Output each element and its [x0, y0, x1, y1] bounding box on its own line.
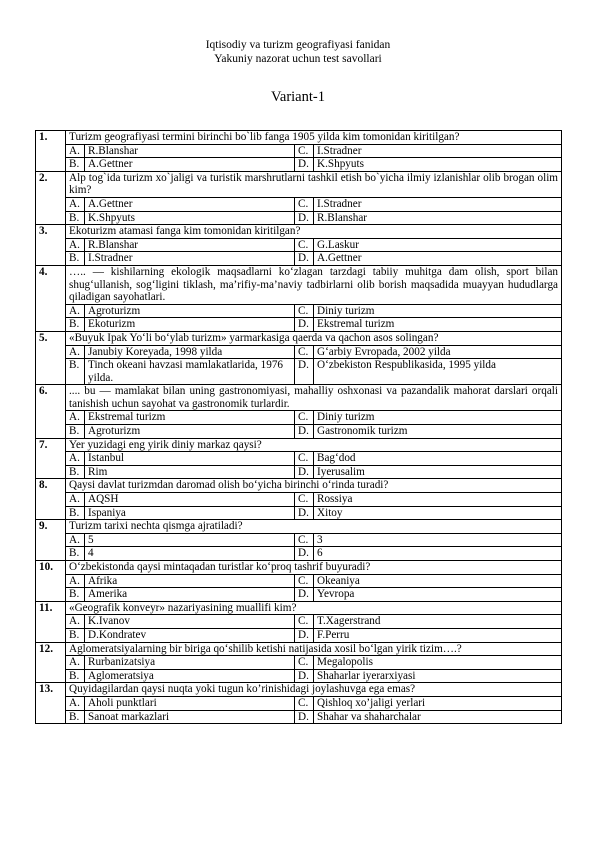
question-text: ….. — kishilarning ekologik maqsadlarni ko‘zlagan tarzdagi tabiiy muhitga dam olish, sport bilan shug‘ullanish, sog‘ligini tiklash, ma’rifiy-ma’naviy tadbirlarni olib borish maqsadida muayyan hududlarga qiladigan sayohatlari. — [66, 265, 562, 304]
option-row — [36, 588, 562, 602]
option-row — [36, 465, 562, 479]
option-letter: C. — [295, 197, 314, 211]
option-letter: D. — [295, 588, 314, 602]
option-text: R.Blanshar — [85, 144, 295, 158]
option-row — [36, 710, 562, 724]
option-text: Rim — [85, 465, 295, 479]
option-row — [36, 411, 562, 425]
question-text: O‘zbekistonda qaysi mintaqadan turistlar ko‘proq tashrif buyuradi? — [66, 561, 562, 575]
option-text: Ekstremal turizm — [85, 411, 295, 425]
option-text: Sanoat markazlari — [85, 710, 295, 724]
question-number: 1. — [36, 131, 66, 172]
option-letter: C. — [295, 574, 314, 588]
option-letter: C. — [295, 345, 314, 359]
option-row — [36, 656, 562, 670]
option-letter: C. — [295, 411, 314, 425]
option-letter: D. — [295, 158, 314, 172]
option-letter: A. — [66, 574, 85, 588]
option-text: G.Laskur — [314, 238, 562, 252]
option-letter: C. — [295, 493, 314, 507]
question-row — [36, 385, 562, 411]
option-text: Qishloq xo’jaligi yerlari — [314, 696, 562, 710]
option-text: Gastronomik turizm — [314, 425, 562, 439]
option-letter: D. — [295, 252, 314, 266]
question-number: 7. — [36, 438, 66, 479]
question-number: 4. — [36, 265, 66, 331]
option-letter: D. — [295, 359, 314, 385]
question-number: 9. — [36, 520, 66, 561]
option-text: A.Gettner — [85, 197, 295, 211]
option-text: Rurbanizatsiya — [85, 656, 295, 670]
option-letter: A. — [66, 238, 85, 252]
option-letter: D. — [295, 628, 314, 642]
option-letter: A. — [66, 304, 85, 318]
option-text: Afrika — [85, 574, 295, 588]
option-row — [36, 493, 562, 507]
question-number: 13. — [36, 683, 66, 724]
option-text: Agroturizm — [85, 304, 295, 318]
question-number: 12. — [36, 642, 66, 683]
option-letter: B. — [66, 588, 85, 602]
option-text: I.Stradner — [85, 252, 295, 266]
option-text: Bag‘dod — [314, 452, 562, 466]
option-text: Amerika — [85, 588, 295, 602]
option-row — [36, 533, 562, 547]
option-row — [36, 211, 562, 225]
question-text: Ekoturizm atamasi fanga kim tomonidan kiritilgan? — [66, 225, 562, 239]
option-text: T.Xagerstrand — [314, 615, 562, 629]
question-row — [36, 601, 562, 615]
question-row — [36, 479, 562, 493]
option-letter: B. — [66, 669, 85, 683]
option-row — [36, 452, 562, 466]
option-row — [36, 615, 562, 629]
question-table — [35, 130, 562, 724]
option-letter: D. — [295, 318, 314, 332]
option-text: R.Blanshar — [314, 211, 562, 225]
option-letter: A. — [66, 696, 85, 710]
option-letter: C. — [295, 696, 314, 710]
option-letter: B. — [66, 252, 85, 266]
option-row — [36, 425, 562, 439]
option-row — [36, 628, 562, 642]
option-text: Okeaniya — [314, 574, 562, 588]
question-row — [36, 171, 562, 197]
option-text: K.Shpyuts — [314, 158, 562, 172]
question-row — [36, 642, 562, 656]
question-text: «Buyuk Ipak Yo‘li bo‘ylab turizm» yarmarkasiga qaerda va qachon asos solingan? — [66, 331, 562, 345]
question-text: Qaysi davlat turizmdan daromad olish bo‘yicha birinchi o‘rinda turadi? — [66, 479, 562, 493]
option-text: D.Kondratev — [85, 628, 295, 642]
option-letter: B. — [66, 628, 85, 642]
option-text: Shaharlar iyerarxiyasi — [314, 669, 562, 683]
option-text: Ekoturizm — [85, 318, 295, 332]
question-number: 3. — [36, 225, 66, 266]
question-row — [36, 438, 562, 452]
option-letter: D. — [295, 465, 314, 479]
option-letter: B. — [66, 158, 85, 172]
question-text: Turizm tarixi nechta qismga ajratiladi? — [66, 520, 562, 534]
option-text: Iyerusalim — [314, 465, 562, 479]
option-letter: D. — [295, 211, 314, 225]
question-text: Quyidagilardan qaysi nuqta yoki tugun ko’rinishidagi joylashuvga ega emas? — [66, 683, 562, 697]
question-number: 2. — [36, 171, 66, 224]
option-letter: C. — [295, 656, 314, 670]
option-letter: D. — [295, 669, 314, 683]
option-text: 5 — [85, 533, 295, 547]
option-letter: A. — [66, 493, 85, 507]
option-row — [36, 197, 562, 211]
question-row — [36, 520, 562, 534]
option-text: Megalopolis — [314, 656, 562, 670]
question-row — [36, 683, 562, 697]
option-text: 6 — [314, 547, 562, 561]
option-letter: D. — [295, 506, 314, 520]
question-number: 6. — [36, 385, 66, 438]
option-text: Aholi punktlari — [85, 696, 295, 710]
question-number: 10. — [36, 561, 66, 602]
option-text: Yevropa — [314, 588, 562, 602]
option-text: A.Gettner — [314, 252, 562, 266]
option-text: Agroturizm — [85, 425, 295, 439]
variant-heading: Variant-1 — [271, 89, 325, 105]
option-letter: B. — [66, 465, 85, 479]
option-row — [36, 547, 562, 561]
option-letter: A. — [66, 345, 85, 359]
option-text: Ekstremal turizm — [314, 318, 562, 332]
option-row — [36, 696, 562, 710]
option-letter: B. — [66, 211, 85, 225]
option-row — [36, 252, 562, 266]
option-text: K.Shpyuts — [85, 211, 295, 225]
option-letter: B. — [66, 425, 85, 439]
option-letter: A. — [66, 533, 85, 547]
option-text: Rossiya — [314, 493, 562, 507]
option-row — [36, 345, 562, 359]
question-row — [36, 561, 562, 575]
option-letter: D. — [295, 710, 314, 724]
option-text: Diniy turizm — [314, 304, 562, 318]
question-text: Yer yuzidagi eng yirik diniy markaz qaysi? — [66, 438, 562, 452]
option-text: Diniy turizm — [314, 411, 562, 425]
question-text: Aglomeratsiyalarning bir biriga qo‘shilib ketishi natijasida xosil bo‘lgan yirik tizim….? — [66, 642, 562, 656]
option-text: 3 — [314, 533, 562, 547]
question-text: «Geografik konveyr» nazariyasining muallifi kim? — [66, 601, 562, 615]
option-text: K.Ivanov — [85, 615, 295, 629]
option-letter: C. — [295, 452, 314, 466]
option-text: F.Perru — [314, 628, 562, 642]
option-text: I.Stradner — [314, 197, 562, 211]
option-letter: A. — [66, 615, 85, 629]
option-text: A.Gettner — [85, 158, 295, 172]
option-letter: A. — [66, 452, 85, 466]
option-text: O‘zbekiston Respublikasida, 1995 yilda — [314, 359, 562, 385]
option-letter: D. — [295, 547, 314, 561]
option-text: Tinch okeani havzasi mamlakatlarida, 1976 yilda. — [85, 359, 295, 385]
option-text: AQSH — [85, 493, 295, 507]
option-letter: B. — [66, 506, 85, 520]
option-letter: C. — [295, 238, 314, 252]
option-text: R.Blanshar — [85, 238, 295, 252]
option-letter: B. — [66, 710, 85, 724]
option-letter: C. — [295, 615, 314, 629]
question-number: 11. — [36, 601, 66, 642]
option-text: Aglomeratsiya — [85, 669, 295, 683]
document-title: Iqtisodiy va turizm geografiyasi fanidan — [205, 39, 391, 51]
option-letter: C. — [295, 144, 314, 158]
option-letter: C. — [295, 533, 314, 547]
option-row — [36, 158, 562, 172]
option-text: I.Stradner — [314, 144, 562, 158]
option-letter: A. — [66, 197, 85, 211]
document-subtitle: Yakuniy nazorat uchun test savollari — [214, 53, 382, 65]
option-row — [36, 144, 562, 158]
option-row — [36, 304, 562, 318]
question-text: .... bu — mamlakat bilan uning gastronomiyasi, mahalliy oshxonasi va pazandalik mahorat darslari orqali tanishish uchun sayohat va gastronomik turlardir. — [66, 385, 562, 411]
question-row — [36, 225, 562, 239]
option-letter: B. — [66, 318, 85, 332]
option-letter: A. — [66, 656, 85, 670]
option-row — [36, 669, 562, 683]
question-text: Turizm geografiyasi termini birinchi bo`lib fanga 1905 yilda kim tomonidan kiritilgan? — [66, 131, 562, 145]
option-text: Shahar va shaharchalar — [314, 710, 562, 724]
question-row — [36, 265, 562, 304]
option-text: Xitoy — [314, 506, 562, 520]
option-text: Janubiy Koreyada, 1998 yilda — [85, 345, 295, 359]
option-text: Ispaniya — [85, 506, 295, 520]
option-letter: C. — [295, 304, 314, 318]
option-row — [36, 238, 562, 252]
option-letter: B. — [66, 547, 85, 561]
option-row — [36, 359, 562, 385]
option-row — [36, 574, 562, 588]
option-letter: A. — [66, 411, 85, 425]
option-text: 4 — [85, 547, 295, 561]
question-row — [36, 131, 562, 145]
question-text: Alp tog`ida turizm xo`jaligi va turistik marshrutlarni tashkil etish bo`yicha ilmiy izlanishlar olib brogan olim kim? — [66, 171, 562, 197]
option-letter: B. — [66, 359, 85, 385]
option-row — [36, 318, 562, 332]
option-letter: A. — [66, 144, 85, 158]
option-text: Istanbul — [85, 452, 295, 466]
question-number: 5. — [36, 331, 66, 384]
option-row — [36, 506, 562, 520]
option-text: G‘arbiy Evropada, 2002 yilda — [314, 345, 562, 359]
option-letter: D. — [295, 425, 314, 439]
question-number: 8. — [36, 479, 66, 520]
question-row — [36, 331, 562, 345]
